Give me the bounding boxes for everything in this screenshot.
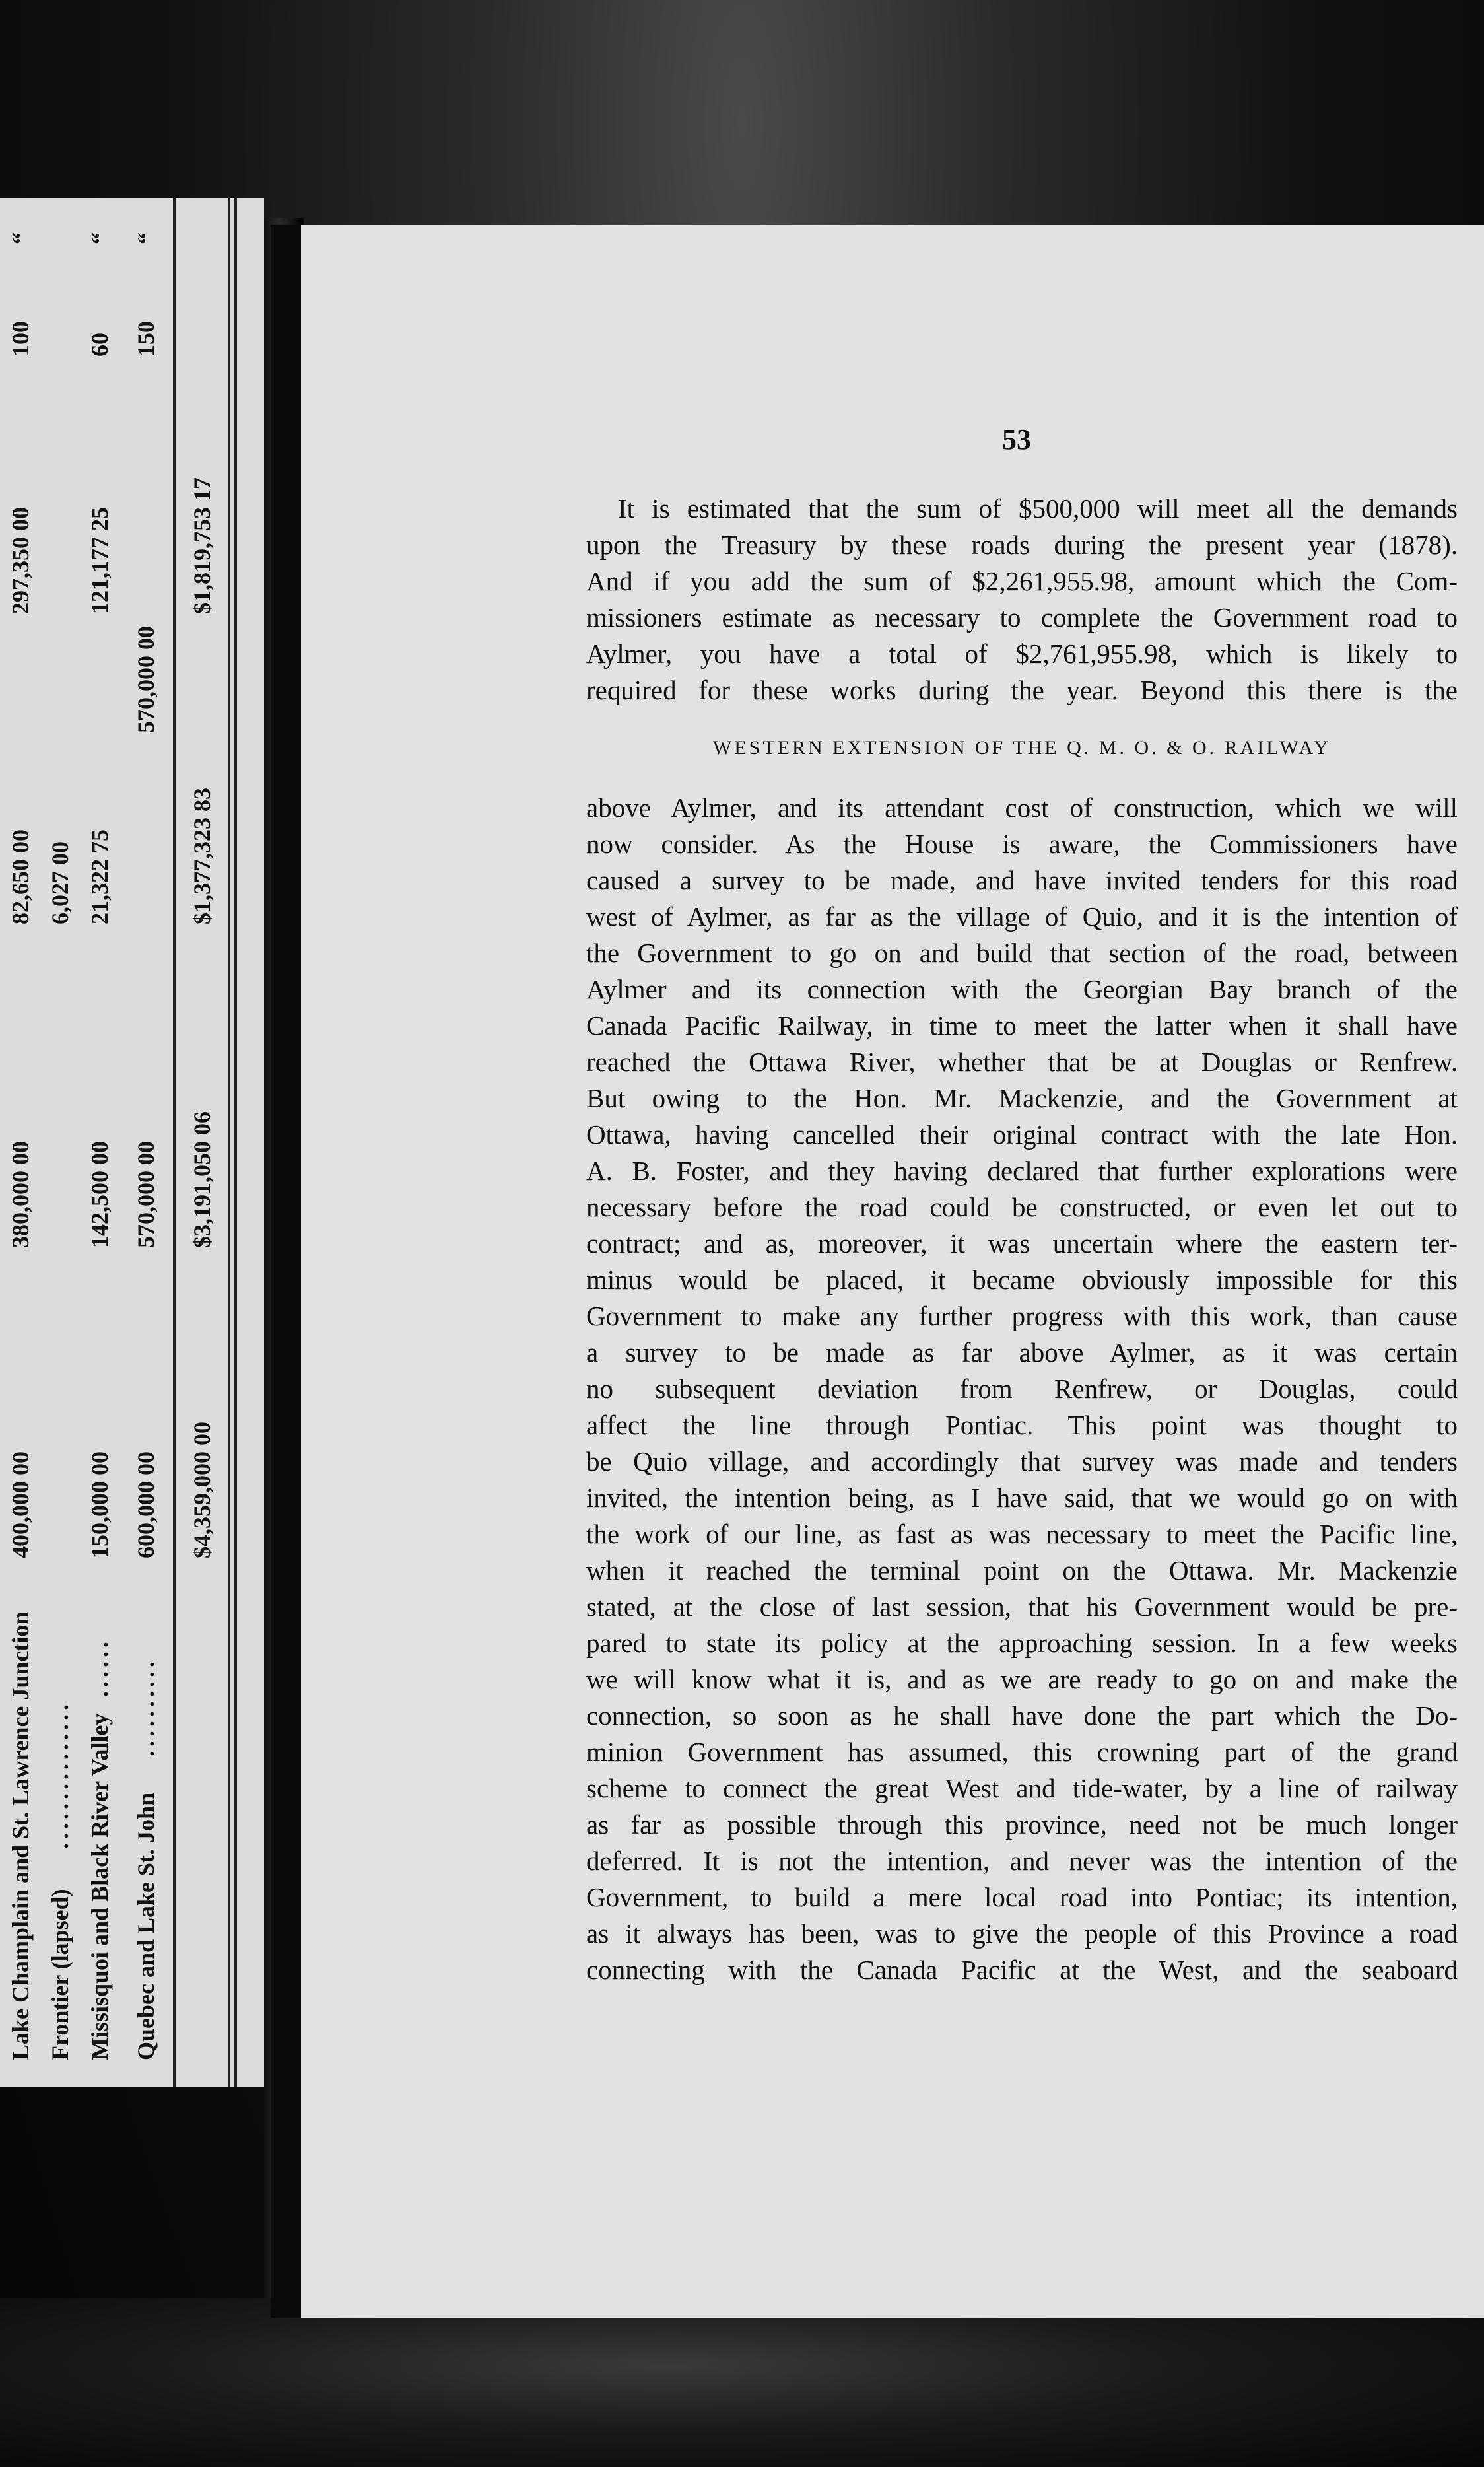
text-line: a survey to be made as far above Aylmer, as it was certain [586, 1337, 1458, 1368]
table-cell: 150,000 00 [86, 1451, 113, 1558]
text-line: necessary before the road could be constructed, or even let out to [586, 1192, 1458, 1222]
text-line: reached the Ottawa River, whether that be at Douglas or Renfrew. [586, 1047, 1458, 1077]
total-cell: $3,191,050 06 [189, 1111, 215, 1248]
text-line: Government to make any further progress with this work, than cause [586, 1301, 1458, 1331]
total-cell: $4,359,000 00 [189, 1422, 215, 1558]
text-line: And if you add the sum of $2,261,955.98, amount which the Com- [586, 566, 1458, 596]
table-rule [228, 198, 230, 2087]
total-cell: $1,377,323 83 [189, 788, 215, 924]
table-cell: 380,000 00 [7, 1141, 34, 1248]
right-page [290, 225, 1484, 2318]
text-line: It is estimated that the sum of $500,000 will meet all the demands [618, 493, 1458, 524]
text-line: connecting with the Canada Pacific at the West, and the seaboard [586, 1955, 1458, 1985]
table-row [0, 198, 40, 2087]
text-line: Government, to build a mere local road into Pontiac; its intention, [586, 1882, 1458, 1912]
table-cell: 150 [133, 321, 159, 357]
text-line: missioners estimate as necessary to complete the Government road to [586, 602, 1458, 633]
row-label: Frontier (lapsed) [47, 1889, 73, 2060]
scan-background-bottom [0, 2298, 1484, 2467]
text-line: west of Aylmer, as far as the village of Quio, and it is the intention of [586, 901, 1458, 932]
text-line: stated, at the close of last session, that his Government would be pre- [586, 1591, 1458, 1622]
section-heading: WESTERN EXTENSION OF THE Q. M. O. & O. RAILWAY [713, 737, 1331, 759]
table-cell: 82,650 00 [7, 829, 34, 924]
table-cell: 142,500 00 [86, 1141, 113, 1248]
text-line: required for these works during the year. Beyond this there is the [586, 675, 1458, 705]
table-rule [173, 198, 176, 2087]
row-label: Missisquoi and Black River Valley [86, 1713, 113, 2060]
text-line: pared to state its policy at the approaching session. In a few weeks [586, 1628, 1458, 1658]
text-line: affect the line through Pontiac. This point was thought to [586, 1410, 1458, 1440]
table-cell: 600,000 00 [133, 1451, 159, 1558]
table-cell: 60 [86, 333, 113, 357]
text-line: A. B. Foster, and they having declared that further explorations were [586, 1156, 1458, 1186]
text-line: contract; and as, moreover, it was uncertain where the eastern ter- [586, 1228, 1458, 1259]
text-line: as far as possible through this province, need not be much longer [586, 1809, 1458, 1840]
leader-dots: .......... [133, 1657, 159, 1756]
text-line: caused a survey to be made, and have invited tenders for this road [586, 865, 1458, 895]
table-cell: 21,322 75 [86, 829, 113, 924]
text-line: upon the Treasury by these roads during the present year (1878). [586, 530, 1458, 560]
text-line: connection, so soon as he shall have done the part which the Do- [586, 1700, 1458, 1731]
table-cell: 100 [7, 321, 34, 357]
text-line: Canada Pacific Railway, in time to meet the latter when it shall have [586, 1010, 1458, 1041]
text-line: invited, the intention being, as I have said, that we would go on with [586, 1482, 1458, 1513]
text-line: the Government to go on and build that section of the road, between [586, 938, 1458, 968]
text-line: Ottawa, having cancelled their original contract with the late Hon. [586, 1119, 1458, 1150]
text-line: Aylmer and its connection with the Georgian Bay branch of the [586, 974, 1458, 1004]
text-line: be Quio village, and accordingly that survey was made and tenders [586, 1446, 1458, 1477]
table-row [40, 198, 79, 2087]
total-cell: $1,819,753 17 [189, 477, 215, 614]
table-rule [234, 198, 237, 2087]
table-cell: 570,000 00 [133, 1141, 159, 1248]
leader-dots: ............... [47, 1700, 73, 1849]
table-row [125, 198, 165, 2087]
table-cell: “ [7, 232, 34, 244]
text-line: deferred. It is not the intention, and never was the intention of the [586, 1846, 1458, 1876]
text-line: we will know what it is, and as we are ready to go on and make the [586, 1664, 1458, 1694]
text-column [586, 225, 1458, 2318]
leader-dots: ...... [86, 1638, 113, 1697]
text-line: no subsequent deviation from Renfrew, or Douglas, could [586, 1373, 1458, 1404]
text-line: minus would be placed, it became obviously impossible for this [586, 1265, 1458, 1295]
totals-row [182, 198, 221, 2087]
row-label: Quebec and Lake St. John [133, 1792, 159, 2060]
text-line: Aylmer, you have a total of $2,761,955.98, which is likely to [586, 639, 1458, 669]
left-facing-page [0, 198, 264, 2087]
table-cell: 121,177 25 [86, 507, 113, 614]
table-cell: 6,027 00 [47, 841, 73, 924]
text-line: when it reached the terminal point on the Ottawa. Mr. Mackenzie [586, 1555, 1458, 1585]
table-row [79, 198, 119, 2087]
table-cell: “ [133, 232, 159, 244]
row-label: Lake Champlain and St. Lawrence Junction [7, 1611, 34, 2060]
text-line: now consider. As the House is aware, the Commissioners have [586, 829, 1458, 859]
text-line: scheme to connect the great West and tide-water, by a line of railway [586, 1773, 1458, 1803]
text-line: But owing to the Hon. Mr. Mackenzie, and the Government at [586, 1083, 1458, 1113]
text-line: above Aylmer, and its attendant cost of construction, which we will [586, 792, 1458, 823]
rotated-railway-table [0, 198, 264, 2087]
text-line: minion Government has assumed, this crowning part of the grand [586, 1737, 1458, 1767]
table-cell: 297,350 00 [7, 507, 34, 614]
table-cell: 400,000 00 [7, 1451, 34, 1558]
text-line: as it always has been, was to give the people of this Province a road [586, 1918, 1458, 1949]
text-line: the work of our line, as fast as was necessary to meet the Pacific line, [586, 1519, 1458, 1549]
table-cell: “ [86, 232, 113, 244]
table-cell: 570,000 00 [133, 626, 159, 733]
page-number: 53 [1002, 423, 1031, 456]
binding-spine [271, 225, 301, 2318]
